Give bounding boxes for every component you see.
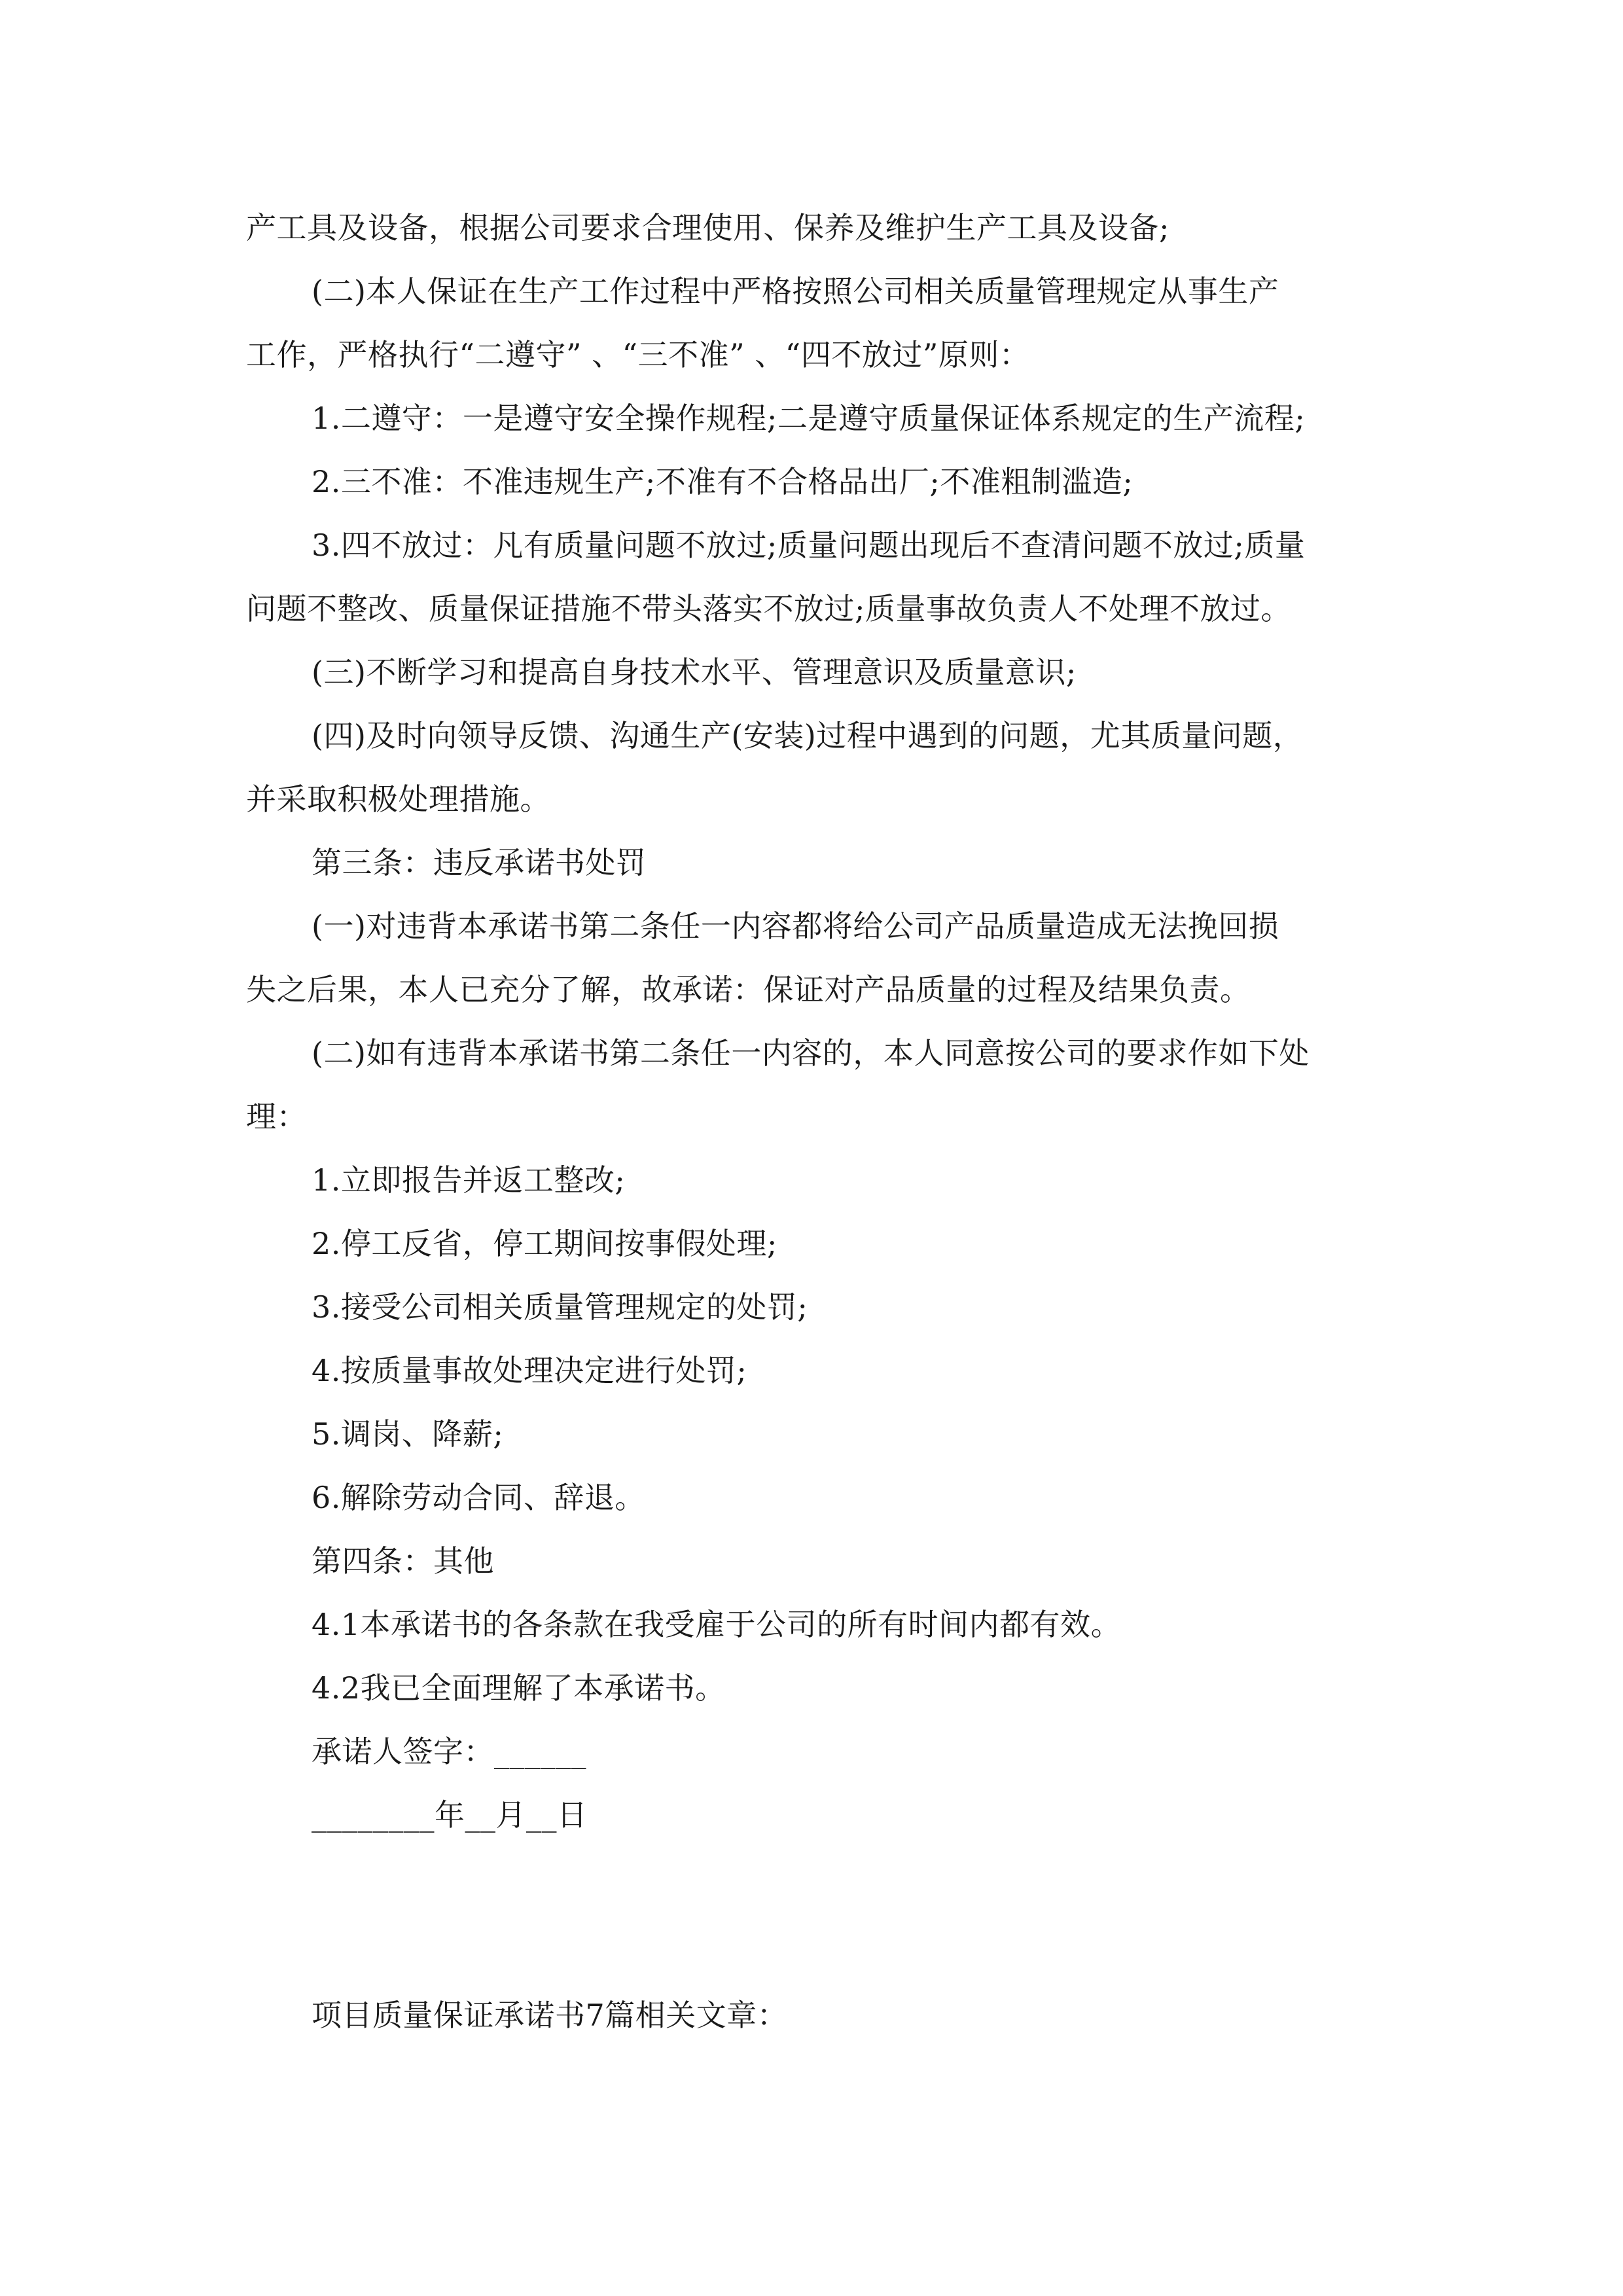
text-line: 工作，严格执行“二遵守” 、“三不准” 、“四不放过”原则： [246, 337, 1030, 372]
related-articles [246, 1984, 1398, 2047]
body-text [246, 196, 1398, 1847]
list-item: 3.接受公司相关质量管理规定的处罚; [312, 1289, 808, 1325]
text-line: (二)本人保证在生产工作过程中严格按照公司相关质量管理规定从事生产 [312, 274, 1279, 309]
text-line: 3.四不放过：凡有质量问题不放过;质量问题出现后不查清问题不放过;质量 [312, 528, 1306, 563]
text-line: (四)及时向领导反馈、沟通生产(安装)过程中遇到的问题，尤其质量问题， [312, 718, 1304, 753]
related-articles-heading: 项目质量保证承诺书7篇相关文章： [312, 1998, 788, 2033]
text-line: 失之后果，本人已充分了解，故承诺：保证对产品质量的过程及结果负责。 [246, 972, 1251, 1007]
list-item: 5.调岗、降薪; [312, 1416, 504, 1452]
section-heading: 第三条：违反承诺书处罚 [312, 845, 647, 880]
date-line: ________年__月__日 [312, 1797, 588, 1833]
text-line: 问题不整改、质量保证措施不带头落实不放过;质量事故负责人不处理不放过。 [246, 591, 1291, 626]
list-item: 1.立即报告并返工整改; [312, 1162, 626, 1198]
list-item: 6.解除劳动合同、辞退。 [312, 1480, 645, 1515]
text-line: 产工具及设备，根据公司要求合理使用、保养及维护生产工具及设备; [246, 210, 1169, 245]
text-line: 理： [246, 1099, 307, 1134]
text-line: 并采取积极处理措施。 [246, 781, 550, 817]
text-line: (三)不断学习和提高自身技术水平、管理意识及质量意识; [312, 655, 1077, 690]
list-item: 4.2我已全面理解了本承诺书。 [312, 1670, 726, 1706]
text-line: 1.二遵守：一是遵守安全操作规程;二是遵守质量保证体系规定的生产流程; [312, 401, 1306, 436]
section-heading: 第四条：其他 [312, 1543, 494, 1579]
text-line: (二)如有违背本承诺书第二条任一内容的，本人同意按公司的要求作如下处 [312, 1035, 1310, 1071]
list-item: 2.停工反省，停工期间按事假处理; [312, 1226, 777, 1261]
list-item: 4.按质量事故处理决定进行处罚; [312, 1353, 747, 1388]
list-item: 4.1本承诺书的各条款在我受雇于公司的所有时间内都有效。 [312, 1607, 1122, 1642]
text-line: 2.三不准：不准违规生产;不准有不合格品出厂;不准粗制滥造; [312, 464, 1133, 499]
signature-line: 承诺人签字：______ [312, 1734, 586, 1769]
text-line: (一)对违背本承诺书第二条任一内容都将给公司产品质量造成无法挽回损 [312, 908, 1279, 944]
